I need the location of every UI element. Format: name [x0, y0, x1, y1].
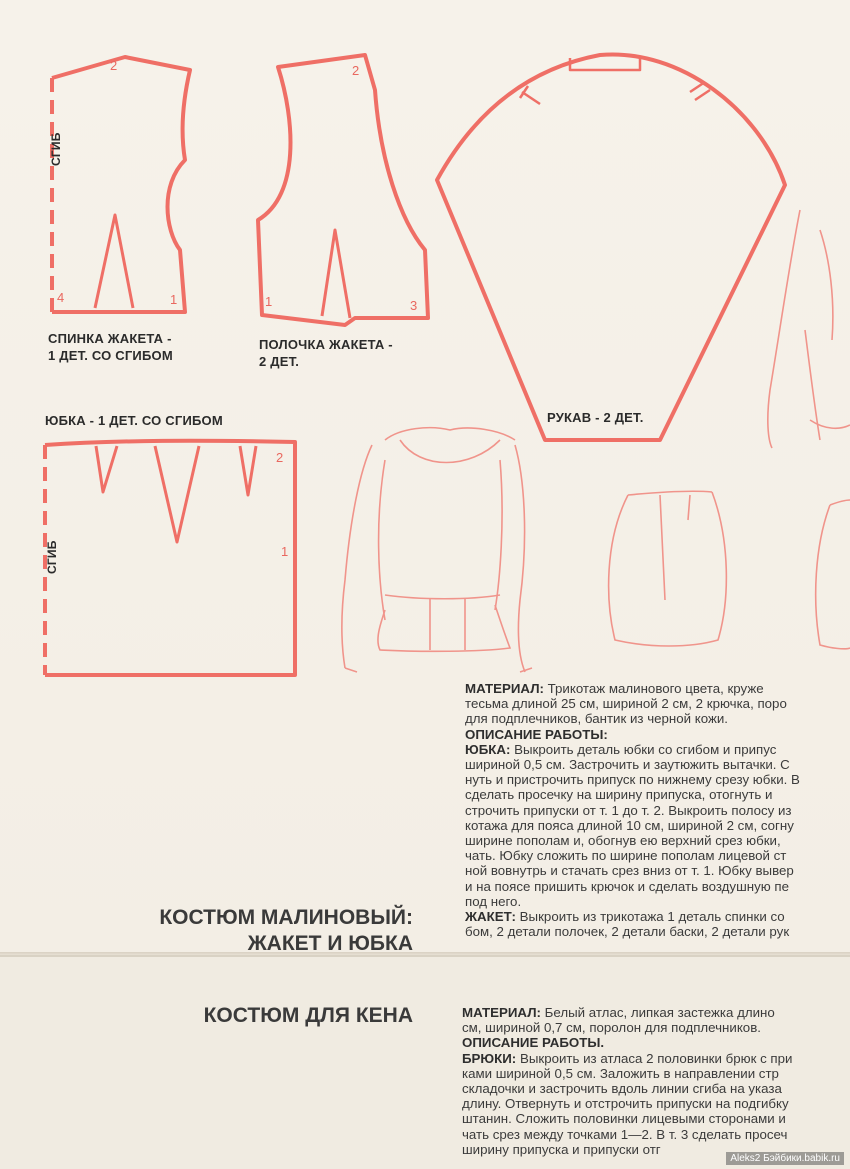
text-line — [465, 772, 850, 787]
body-text: сделать просечку на ширину припуска, отогнуть и — [465, 787, 773, 803]
front-label-line2: 2 ДЕТ. — [259, 354, 300, 369]
text-line — [465, 696, 850, 711]
front-label-line1: ПОЛОЧКА ЖАКЕТА - — [259, 337, 393, 352]
body-text: Выкроить из трикотажа 1 деталь спинки со — [515, 909, 785, 925]
body-text: складочки и застрочить вдоль линии сгиба на указа — [462, 1081, 782, 1097]
text-line — [465, 863, 850, 878]
body-text: котажа для пояса длиной 10 см, шириной 2 см, согну — [465, 817, 794, 833]
point-number: 2 — [276, 450, 284, 465]
crimson-title-line2: ЖАКЕТ И ЮБКА — [247, 932, 413, 955]
text-line — [465, 848, 850, 863]
body-text: Белый атлас, липкая застежка длино — [540, 1005, 775, 1020]
section-heading: МАТЕРИАЛ: — [465, 681, 544, 696]
body-text: ками шириной 0,5 см. Заложить в направлении стр — [462, 1065, 779, 1081]
section-heading: МАТЕРИАЛ: — [462, 1005, 541, 1020]
body-text: Трикотаж малинового цвета, круже — [543, 681, 764, 696]
blouse-sketch-right — [768, 210, 850, 448]
body-text: бом, 2 детали полочек, 2 детали баски, 2 детали рук — [465, 924, 790, 940]
section-heading: БРЮКИ: — [462, 1050, 517, 1066]
text-line — [462, 1066, 850, 1081]
section-heading: ОПИСАНИЕ РАБОТЫ. — [462, 1035, 605, 1051]
sleeve-mark-left — [520, 86, 540, 104]
text-line — [462, 1005, 850, 1020]
text-line — [465, 742, 850, 757]
body-text: под него. — [465, 893, 522, 909]
skirt-sketch-2 — [816, 500, 850, 649]
text-line — [465, 727, 850, 742]
text-line — [465, 833, 850, 848]
text-line — [465, 818, 850, 833]
back-dart — [95, 215, 133, 308]
jacket-sketch — [342, 428, 532, 672]
ken-instructions — [462, 1005, 850, 1169]
body-text: строчить припуски от т. 1 до т. 2. Выкроить полосу из — [465, 802, 792, 818]
back-label-line1: СПИНКА ЖАКЕТА - — [48, 331, 172, 346]
point-number: 1 — [281, 544, 289, 559]
body-text: штанин. Сложить половинки лицевыми сторонами и — [462, 1111, 786, 1127]
text-line — [465, 909, 850, 924]
sleeve-pattern-outline — [437, 54, 785, 440]
body-text: чать срез между точками 1—2. В т. 3 сделать просеч — [462, 1126, 788, 1142]
point-number: 2 — [352, 63, 360, 78]
text-line — [462, 1127, 850, 1142]
body-text: ширине пополам и, обогнув ею верхний срез юбки, — [465, 833, 781, 849]
front-dart — [322, 230, 350, 318]
text-line — [465, 757, 850, 772]
text-line — [465, 894, 850, 909]
body-text: ширину припуска и припуски отг — [462, 1141, 661, 1157]
body-text: тесьма длиной 25 см, шириной 2 см, 2 крючка, поро — [465, 696, 787, 712]
section-heading: ЮБКА: — [465, 741, 511, 757]
back-pattern-outline — [52, 57, 190, 312]
body-text: для подплечников, бантик из черной кожи. — [465, 711, 729, 727]
ken-title: КОСТЮМ ДЛЯ КЕНА — [203, 1004, 413, 1027]
section-heading: ЖАКЕТ: — [465, 909, 516, 925]
skirt-dart-3 — [240, 446, 256, 495]
point-number: 4 — [57, 290, 65, 305]
skirt-dart-2 — [155, 446, 199, 542]
fold-mark-back: СГИБ — [49, 132, 63, 166]
text-line — [465, 803, 850, 818]
text-line — [462, 1111, 850, 1126]
point-number: 1 — [265, 294, 273, 309]
body-text: длину. Отвернуть и отстрочить припуски на подгибку — [462, 1096, 789, 1112]
text-line — [462, 1096, 850, 1111]
body-text: Выкроить из атласа 2 половинки брюк с при — [516, 1050, 793, 1066]
text-line — [462, 1081, 850, 1096]
text-line — [465, 924, 850, 939]
body-text: Выкроить деталь юбки со сгибом и припус — [510, 741, 777, 757]
text-line — [462, 1020, 850, 1035]
body-text: см, шириной 0,7 см, поролон для подплечников. — [462, 1020, 761, 1036]
text-line — [462, 1035, 850, 1050]
body-text: ной вовнутрь и стачать срез вниз от т. 1. Юбку вывер — [465, 863, 794, 879]
skirt-sketch-1 — [609, 491, 727, 646]
watermark-text: Aleks2 Бэйбики.babik.ru — [726, 1152, 844, 1165]
body-text: чать. Юбку сложить по ширине пополам лицевой ст — [465, 848, 787, 864]
crimson-title-line1: КОСТЮМ МАЛИНОВЫЙ: — [159, 906, 413, 929]
body-text: шириной 0,5 см. Застрочить и заутюжить вытачки. С — [465, 757, 790, 773]
point-number: 2 — [110, 58, 118, 73]
text-line — [465, 711, 850, 726]
skirt-pattern-outline — [45, 441, 295, 675]
crimson-instructions — [465, 681, 850, 957]
sleeve-label: РУКАВ - 2 ДЕТ. — [547, 410, 644, 425]
body-text: нуть и пристрочить припуск по нижнему срезу юбки. В — [465, 772, 800, 788]
text-line — [462, 1051, 850, 1066]
text-line — [465, 787, 850, 802]
back-label-line2: 1 ДЕТ. СО СГИБОМ — [48, 348, 173, 363]
point-number: 1 — [170, 292, 178, 307]
skirt-dart-1 — [96, 446, 117, 492]
section-heading: ОПИСАНИЕ РАБОТЫ: — [465, 726, 608, 742]
fold-mark-skirt: СГИБ — [45, 540, 59, 574]
body-text: и на поясе пришить крючок и сделать воздушную пе — [465, 878, 789, 894]
text-line — [465, 879, 850, 894]
text-line — [465, 681, 850, 696]
point-number: 3 — [410, 298, 418, 313]
skirt-label: ЮБКА - 1 ДЕТ. СО СГИБОМ — [45, 413, 223, 428]
